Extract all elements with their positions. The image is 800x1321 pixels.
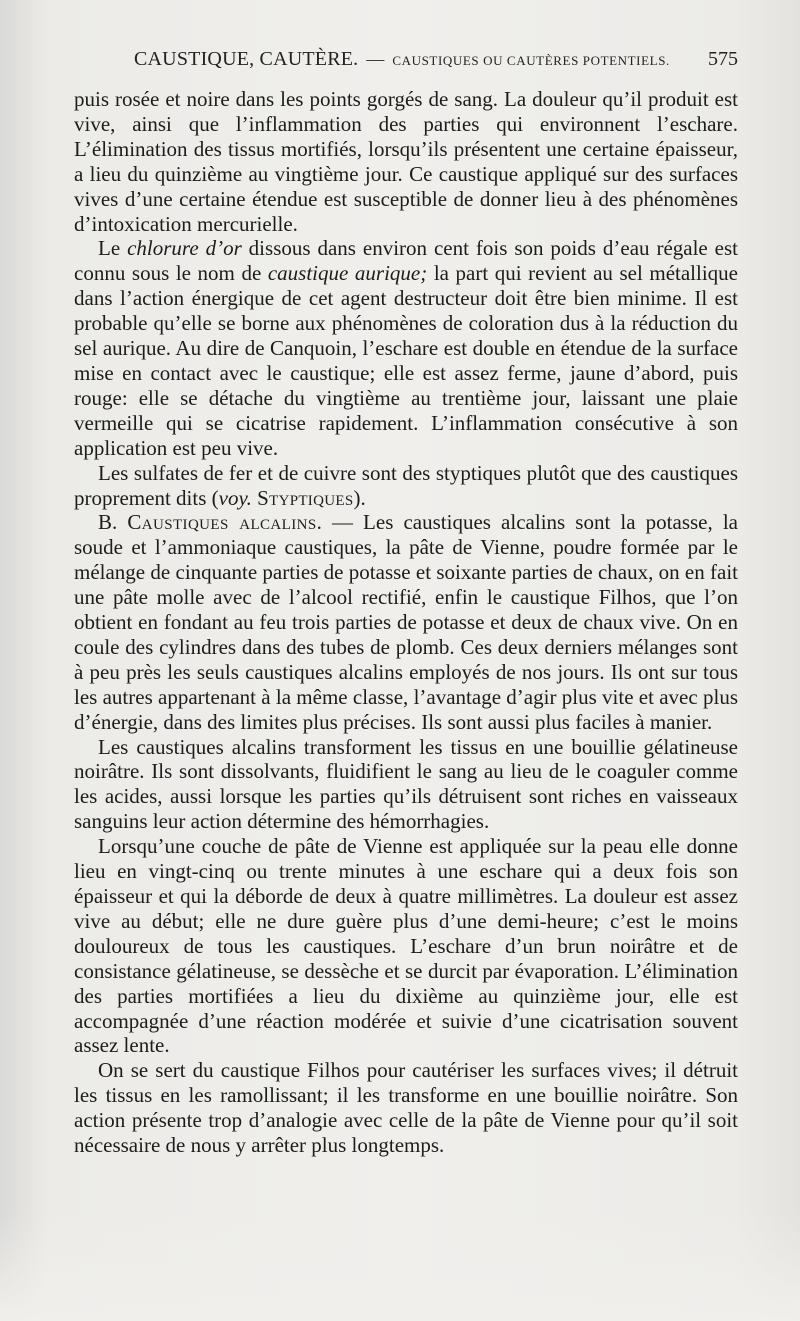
p2-text-c: dissous dans environ cent fois son poids d’eau régale est connu sous le nom de bbox=[74, 236, 738, 286]
section-heading-caustiques-alcalins: Caustiques alcalins bbox=[127, 510, 317, 535]
paragraph-3 bbox=[74, 461, 738, 511]
p2-text-a: Le bbox=[98, 236, 128, 261]
p3-text-a: Les sulfates de fer et de cuivre sont des styptiques plutôt que des caustiques proprement dits ( bbox=[74, 460, 738, 510]
paragraph-7: On se sert du caustique Filhos pour cautériser les surfaces vives; il détruit les tissus en les ramollissant; il les transforme en une bouillie noirâtre. Son action présente trop d’analogie avec celle de la pâte de Vienne pour qu’il soit nécessaire de nous y arrêter plus longtemps. bbox=[74, 1058, 738, 1158]
body-text bbox=[74, 87, 738, 1158]
running-head-left bbox=[134, 48, 670, 71]
term-caustique-aurique: caustique aurique; bbox=[267, 261, 428, 286]
paragraph-4 bbox=[74, 510, 738, 734]
p2-text-e: la part qui revient au sel métallique dans l’action énergique de cet agent destructeur doit être bien minime. Il est probable qu’elle se borne aux phénomènes de coloration dus à la réduction du sel aurique. Au dire de Canquoin, l’eschare est double en étendue de la surface mise en contact avec le caustique; elle est assez ferme, jaune d’abord, puis rouge: elle se détache du vingtième au trentième jour, laissant une plaie vermeille qui se cicatrise rapidement. L’inflammation consécutive à son application est peu vive. bbox=[74, 261, 738, 460]
running-head-dash: — bbox=[366, 49, 385, 69]
p4-text-a: B. bbox=[98, 510, 128, 535]
paragraph-6: Lorsqu’une couche de pâte de Vienne est appliquée sur la peau elle donne lieu en vingt-cinq ou trente minutes à une eschare qui a deux fois son épaisseur et qui la déborde de deux à quatre millimètres. La douleur est assez vive au début; elle ne dure guère plus d’une demi-heure; c’est le moins douloureux de tous les caustiques. L’eschare d’un brun noirâtre et de consistance gélatineuse, se dessèche et se durcit par évaporation. L’élimination des parties mortifiées a lieu du dixième au quinzième jour, elle est accompagnée d’une réaction modérée et suivie d’une cicatrisation souvent assez lente. bbox=[74, 834, 738, 1058]
p4-text-c: . — Les caustiques alcalins sont la potasse, la soude et l’ammoniaque caustiques, la pâte de Vienne, poudre formée par le mélange de cinquante parties de potasse et soixante parties de chaux, on en fait une pâte molle avec de l’alcool rectifié, enfin le caustique Filhos, que l’on obtient en fondant au feu trois parties de potasse et deux de chaux vive. On en coule des cylindres dans des tubes de plomb. Ces deux derniers mélanges sont à peu près les seuls caustiques alcalins employés de nos jours. Ils ont sur tous les autres appartenant à la même classe, l’avantage d’agir plus vite et avec plus d’énergie, dans des limites plus précises. Ils sont aussi plus faciles à manier. bbox=[74, 510, 739, 734]
p3-voy: voy. bbox=[218, 485, 252, 510]
p3-text-d: ). bbox=[353, 485, 366, 510]
term-chlorure-dor: chlorure d’or bbox=[127, 236, 242, 261]
paragraph-1: puis rosée et noire dans les points gorgés de sang. La douleur qu’il produit est vive, ainsi que l’inflammation des parties qui environnent l’eschare. L’élimination des tissus mortifiés, lorsqu’ils présentent une certaine épaisseur, a lieu du quinzième au vingtième jour. Ce caustique appliqué sur des surfaces vives d’une certaine étendue est susceptible de donner lieu à des phénomènes d’intoxication mercurielle. bbox=[74, 87, 738, 236]
running-head bbox=[134, 48, 738, 74]
cross-reference-styptiques: Styptiques bbox=[257, 485, 354, 510]
page-number: 575 bbox=[708, 48, 738, 70]
paragraph-5: Les caustiques alcalins transforment les tissus en une bouillie gélatineuse noirâtre. Ils sont dissolvants, fluidifient le sang au lieu de le coaguler comme les acides, aussi lorsque les parties qu’ils détruisent sont riches en vaisseaux sanguins leur action détermine des hémorrhagies. bbox=[74, 734, 738, 834]
paragraph-2 bbox=[74, 236, 738, 460]
running-head-title: CAUSTIQUE, CAUTÈRE. bbox=[134, 48, 359, 70]
running-head-subtitle: CAUSTIQUES OU CAUTÈRES POTENTIELS. bbox=[392, 53, 670, 68]
